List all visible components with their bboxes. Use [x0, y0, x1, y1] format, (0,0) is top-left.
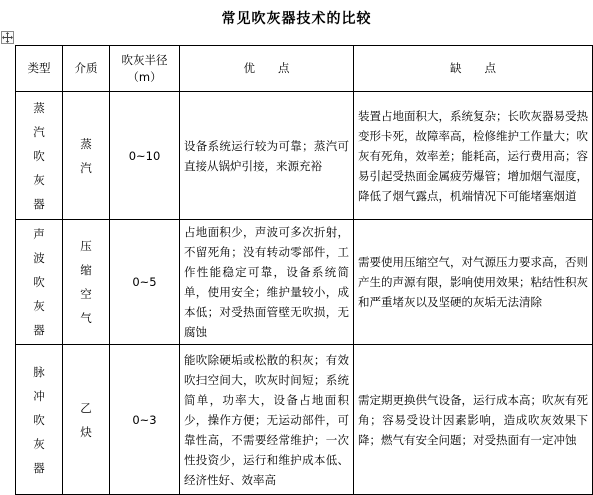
- row-disadvantages: 需要使用压缩空气，对气源压力要求高，否则产生的声源有限，影响使用效果；粘结性积灰和严重堵灰以及坚硬的灰垢无法清除: [354, 220, 593, 345]
- header-radius: 吹灰半径（m）: [110, 46, 180, 92]
- table-move-handle-icon[interactable]: [1, 31, 14, 44]
- header-type: 类型: [16, 46, 63, 92]
- row-medium-cell: [63, 220, 110, 345]
- row-medium-cell: [63, 92, 110, 220]
- row-type-cell: [16, 220, 63, 345]
- row-type: 声波吹灰器: [33, 227, 45, 337]
- table-row: [16, 220, 593, 345]
- row-radius: 0~3: [110, 345, 180, 495]
- row-type: 蒸汽吹灰器: [33, 100, 45, 211]
- row-disadvantages: 装置占地面积大，系统复杂；长吹灰器易受热变形卡死，故障率高，检修维护工作量大；吹灰有死角，效率差；能耗高，运行费用高；容易引起受热面金属疲劳爆管；增加烟气湿度，降低了烟气露点，机端情况下可能堵塞烟道: [354, 92, 593, 220]
- row-radius: 0~5: [110, 220, 180, 345]
- header-advantages: 优 点: [180, 46, 354, 92]
- row-disadvantages: 需定期更换供气设备，运行成本高；吹灰有死角；容易受设计因素影响，造成吹灰效果下降；燃气有安全问题；对受热面有一定冲蚀: [354, 345, 593, 495]
- row-radius: 0~10: [110, 92, 180, 220]
- row-medium: 蒸汽: [80, 136, 92, 175]
- row-medium-cell: [63, 345, 110, 495]
- table-header-row: [16, 46, 593, 92]
- row-type-cell: [16, 92, 63, 220]
- row-advantages: 设备系统运行较为可靠；蒸汽可直接从锅炉引接，来源充裕: [180, 92, 354, 220]
- table-row: [16, 345, 593, 495]
- row-advantages: 能吹除硬垢或松散的积灰；有效吹扫空间大，吹灰时间短；系统简单，功率大，设备占地面积少，操作方便；无运动部件，可靠性高，不需要经常维护；一次性投资少，运行和维护成本低、经济性好、效率高: [180, 345, 354, 495]
- row-advantages: 占地面积少，声波可多次折射，不留死角；没有转动零部件，工作性能稳定可靠，设备系统简单，使用安全；维护量较小，成本低；对受热面管壁无吹损，无腐蚀: [180, 220, 354, 345]
- row-type: 脉冲吹灰器: [33, 364, 45, 475]
- table-row: [16, 92, 593, 220]
- header-medium: 介质: [63, 46, 110, 92]
- row-type-cell: [16, 345, 63, 495]
- row-medium: 乙炔: [80, 400, 92, 439]
- header-disadvantages: 缺 点: [354, 46, 593, 92]
- document-title: 常见吹灰器技术的比较: [221, 11, 372, 27]
- row-medium: 压缩空气: [80, 239, 92, 325]
- comparison-table: [15, 45, 593, 495]
